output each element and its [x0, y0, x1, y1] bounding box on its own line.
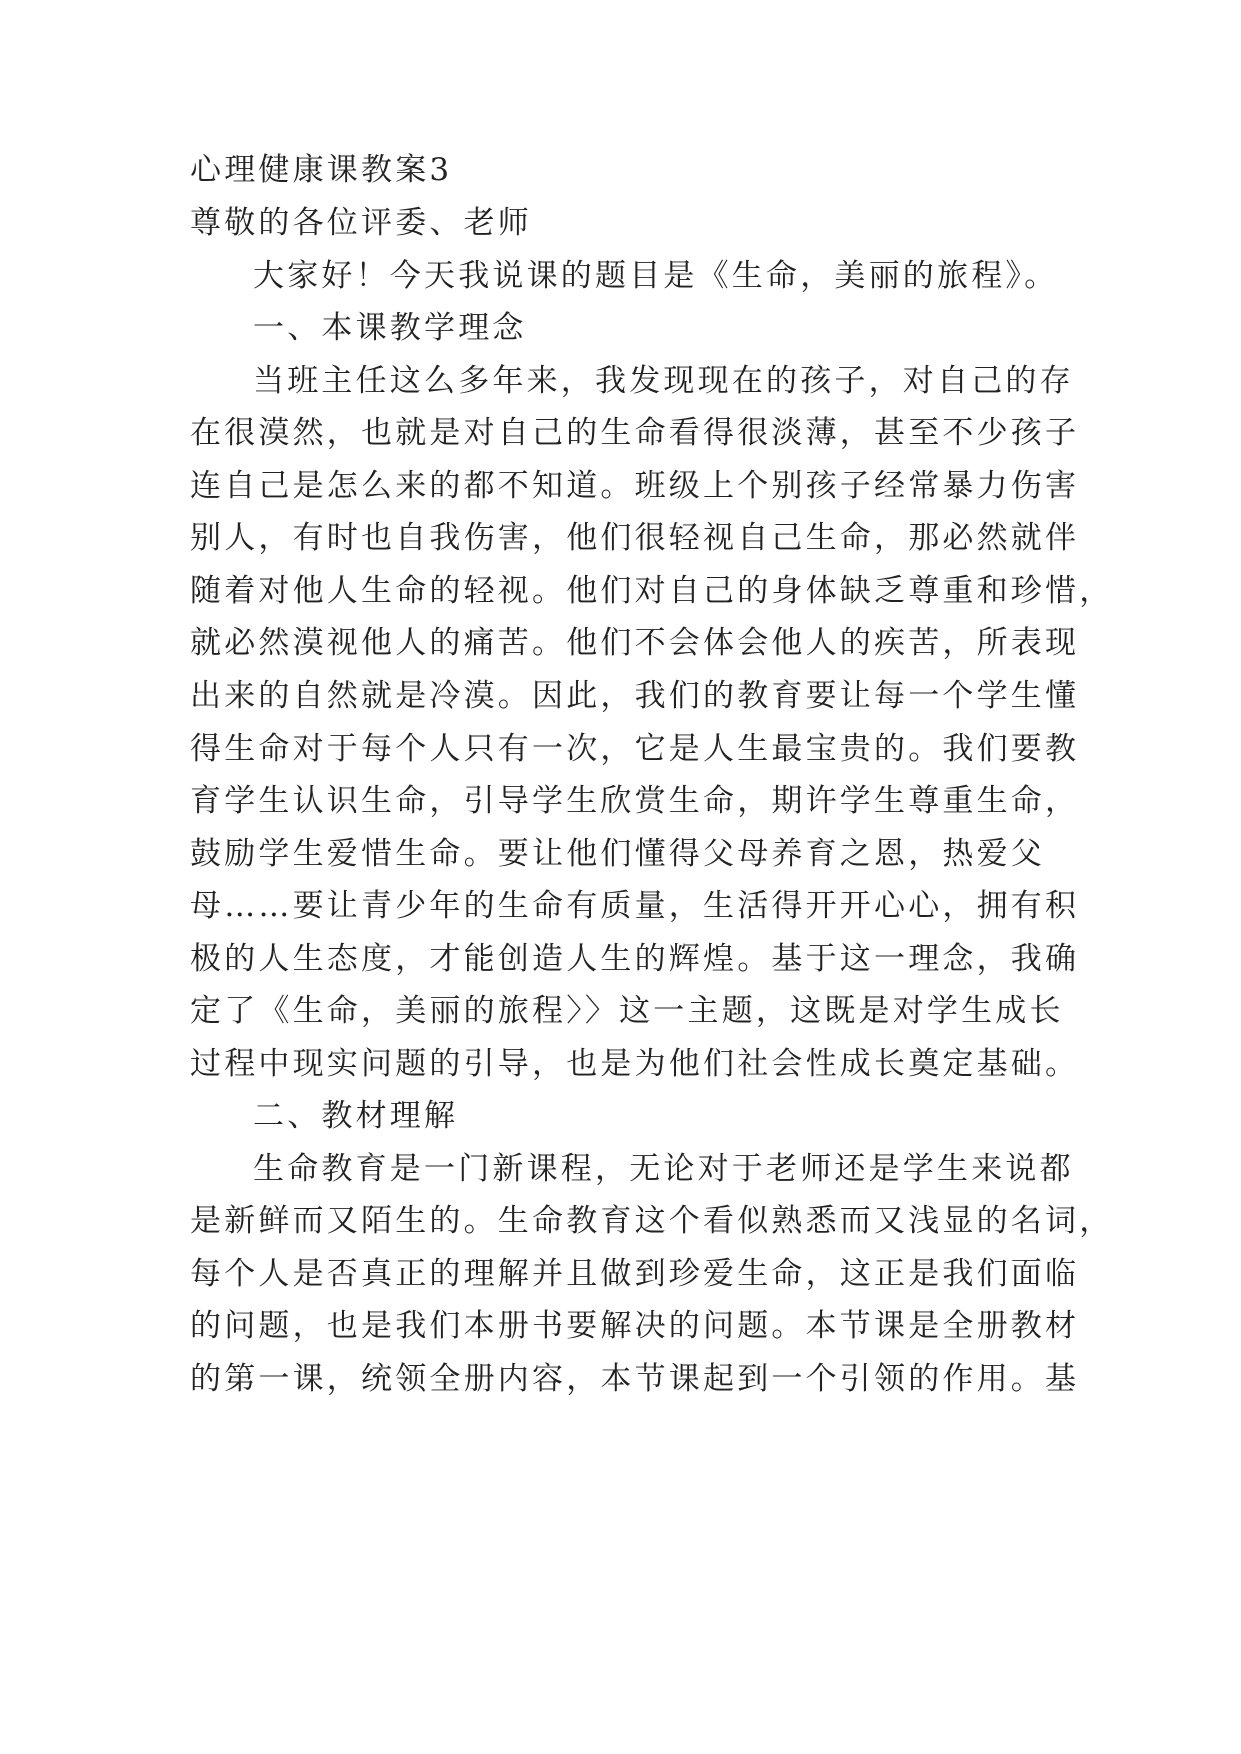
salutation: 尊敬的各位评委、老师	[190, 205, 532, 241]
paragraph-line: 母……要让青少年的生命有质量，生活得开开心心，拥有积	[190, 888, 1080, 924]
paragraph-line: 育学生认识生命，引导学生欣赏生命，期许学生尊重生命，	[190, 783, 1080, 819]
paragraph-line: 鼓励学生爱惜生命。要让他们懂得父母养育之恩，热爱父	[190, 836, 1045, 872]
document-title: 心理健康课教案3	[190, 152, 453, 188]
paragraph-line: 过程中现实问题的引导，也是为他们社会性成长奠定基础。	[190, 1046, 1080, 1082]
paragraph-line: 的问题，也是我们本册书要解决的问题。本节课是全册教材	[190, 1308, 1080, 1344]
section-heading-1: 一、本课教学理念	[253, 310, 527, 346]
paragraph-line: 每个人是否真正的理解并且做到珍爱生命，这正是我们面临	[190, 1256, 1080, 1292]
paragraph-line: 生命教育是一门新课程，无论对于老师还是学生来说都	[253, 1151, 1074, 1187]
paragraph-line: 连自己是怎么来的都不知道。班级上个别孩子经常暴力伤害	[190, 468, 1080, 504]
paragraph-line: 别人，有时也自我伤害，他们很轻视自己生命，那必然就伴	[190, 520, 1080, 556]
paragraph-line: 出来的自然就是冷漠。因此，我们的教育要让每一个学生懂	[190, 678, 1080, 714]
paragraph-line: 就必然漠视他人的痛苦。他们不会体会他人的疾苦，所表现	[190, 625, 1080, 661]
paragraph-line: 随着对他人生命的轻视。他们对自己的身体缺乏尊重和珍惜，	[190, 573, 1114, 609]
paragraph-line: 定了《生命，美丽的旅程〉〉这一主题，这既是对学生成长	[190, 993, 1064, 1029]
opening-line: 大家好！今天我说课的题目是《生命，美丽的旅程》。	[253, 258, 1059, 294]
paragraph-line: 在很漠然，也就是对自己的生命看得很淡薄，甚至不少孩子	[190, 415, 1080, 451]
paragraph-line: 的第一课，统领全册内容，本节课起到一个引领的作用。基	[190, 1361, 1080, 1397]
section-heading-2: 二、教材理解	[253, 1098, 459, 1134]
paragraph-line: 得生命对于每个人只有一次，它是人生最宝贵的。我们要教	[190, 731, 1080, 767]
paragraph-line: 当班主任这么多年来，我发现现在的孩子，对自己的存	[253, 363, 1074, 399]
paragraph-line: 极的人生态度，才能创造人生的辉煌。基于这一理念，我确	[190, 941, 1080, 977]
paragraph-line: 是新鲜而又陌生的。生命教育这个看似熟悉而又浅显的名词，	[190, 1203, 1114, 1239]
